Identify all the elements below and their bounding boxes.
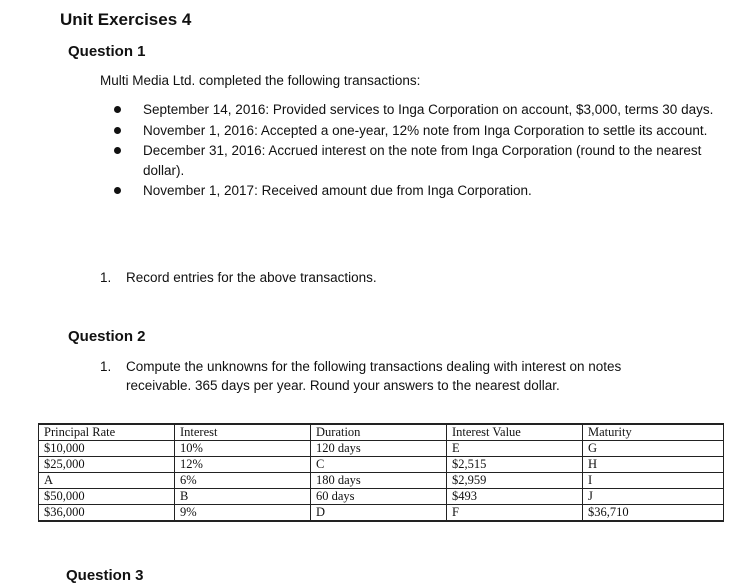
table-cell: A	[39, 473, 175, 489]
table-cell: 180 days	[311, 473, 447, 489]
transaction-text: November 1, 2017: Received amount due from Inga Corporation.	[143, 183, 532, 198]
table-cell: B	[175, 489, 311, 505]
table-cell: H	[583, 457, 724, 473]
table-cell: J	[583, 489, 724, 505]
notes-table	[38, 423, 724, 522]
table-cell: $25,000	[39, 457, 175, 473]
header-principal-rate: Principal Rate	[39, 424, 175, 441]
transaction-list	[110, 100, 720, 202]
table-header-row	[39, 424, 724, 441]
list-item	[110, 181, 720, 201]
transaction-text: September 14, 2016: Provided services to Inga Corporation on account, $3,000, terms 30 days.	[143, 102, 714, 117]
task-text: Record entries for the above transactions.	[126, 270, 377, 285]
table-cell: $493	[447, 489, 583, 505]
bullet-icon	[114, 147, 121, 154]
table-cell: $36,710	[583, 505, 724, 522]
question-2-task	[100, 357, 700, 395]
table-cell: 12%	[175, 457, 311, 473]
table-cell: G	[583, 441, 724, 457]
table-cell: $36,000	[39, 505, 175, 522]
question-2-title: Question 2	[68, 328, 146, 345]
header-interest: Interest	[175, 424, 311, 441]
header-interest-value: Interest Value	[447, 424, 583, 441]
table-cell: $2,515	[447, 457, 583, 473]
task-text-line-2: receivable. 365 days per year. Round your answers to the nearest dollar.	[126, 378, 560, 393]
bullet-icon	[114, 187, 121, 194]
question-3-title: Question 3	[66, 567, 144, 584]
question-1-intro: Multi Media Ltd. completed the following transactions:	[100, 73, 421, 88]
bullet-icon	[114, 106, 121, 113]
table-row	[39, 489, 724, 505]
table-row	[39, 473, 724, 489]
table-cell: $50,000	[39, 489, 175, 505]
table-cell: 120 days	[311, 441, 447, 457]
table-row	[39, 505, 724, 522]
list-item	[110, 121, 720, 141]
table-cell: I	[583, 473, 724, 489]
bullet-icon	[114, 127, 121, 134]
transaction-text: November 1, 2016: Accepted a one-year, 12% note from Inga Corporation to settle its account.	[143, 122, 708, 138]
table-cell: D	[311, 505, 447, 522]
list-item	[110, 141, 720, 180]
table-cell: 6%	[175, 473, 311, 489]
table-cell: $10,000	[39, 441, 175, 457]
table-cell: 60 days	[311, 489, 447, 505]
question-1-title: Question 1	[68, 43, 146, 60]
page-title: Unit Exercises 4	[60, 10, 192, 29]
transaction-text: December 31, 2016: Accrued interest on the note from Inga Corporation (round to the nearest dollar).	[143, 143, 702, 178]
header-duration: Duration	[311, 424, 447, 441]
task-text-line-1: Compute the unknowns for the following transactions dealing with interest on notes	[126, 359, 622, 374]
question-1-task	[100, 268, 377, 287]
list-item	[110, 100, 720, 120]
table-cell: $2,959	[447, 473, 583, 489]
table-cell: 10%	[175, 441, 311, 457]
table-cell: C	[311, 457, 447, 473]
table-cell: E	[447, 441, 583, 457]
table-row	[39, 457, 724, 473]
task-number: 1.	[100, 270, 112, 285]
table-cell: F	[447, 505, 583, 522]
task-number: 1.	[100, 359, 112, 374]
table-row	[39, 441, 724, 457]
header-maturity: Maturity	[583, 424, 724, 441]
table-cell: 9%	[175, 505, 311, 522]
